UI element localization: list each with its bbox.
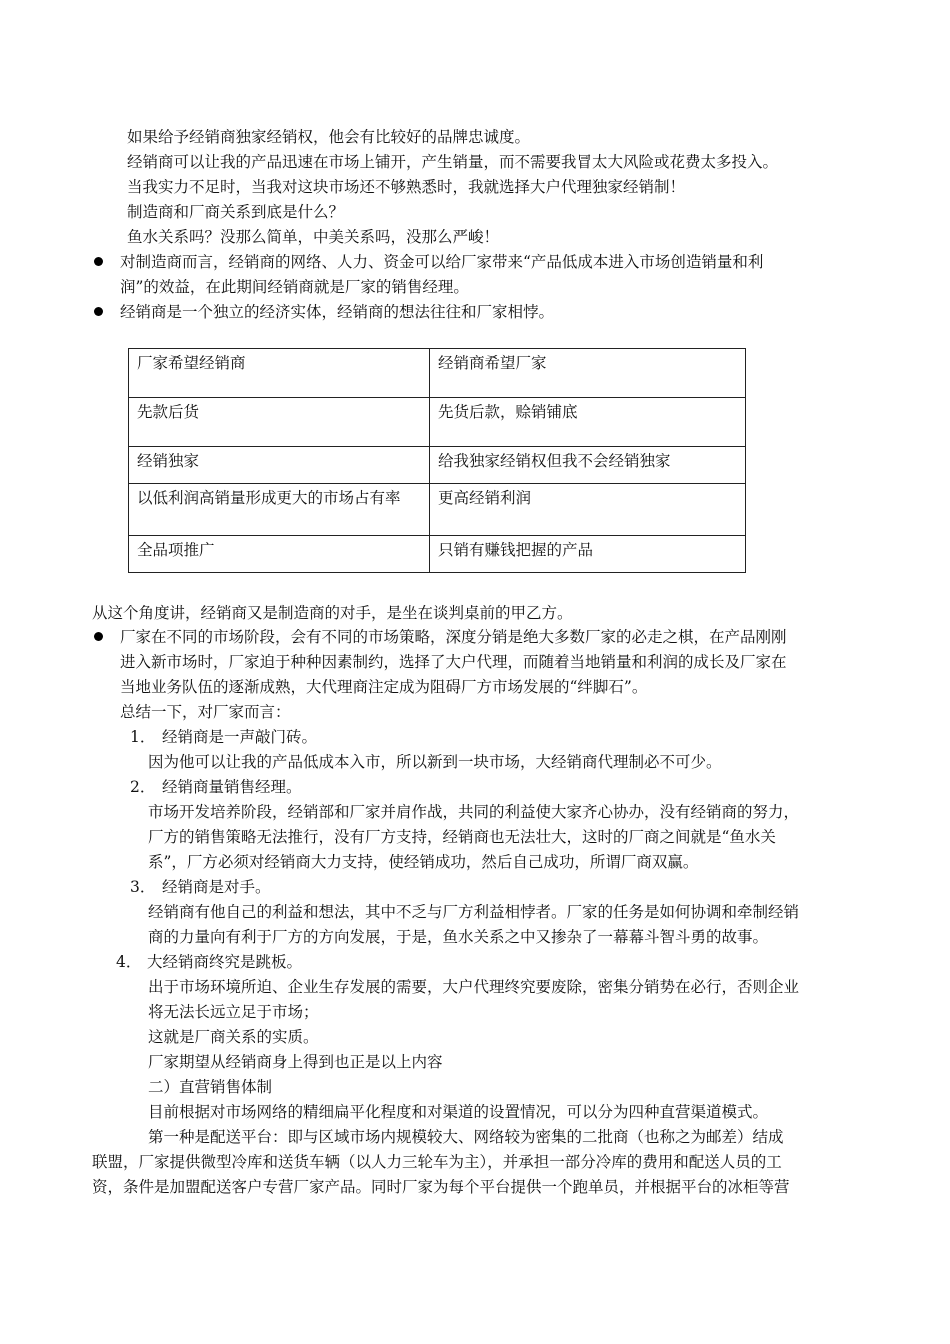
point-body-line: 因为他可以让我的产品低成本入市，所以新到一块市场，大经销商代理制必不可少。 bbox=[148, 753, 722, 771]
closing-line: 厂家期望从经销商身上得到也正是以上内容 bbox=[148, 1053, 443, 1071]
summary-line: 总结一下，对厂家而言： bbox=[120, 703, 291, 721]
point-body-line: 市场开发培养阶段，经销部和厂家并肩作战，共同的利益使大家齐心协办，没有经销商的努力， bbox=[148, 803, 800, 821]
point-body-line: 商的力量向有利于厂方的方向发展，于是，鱼水关系之中又掺杂了一幕幕斗智斗勇的故事。 bbox=[148, 928, 769, 946]
intro-line: 制造商和厂商关系到底是什么？ bbox=[127, 203, 345, 221]
table-header-row bbox=[129, 349, 746, 398]
intro-line: 当我实力不足时，当我对这块市场还不够熟悉时，我就选择大户代理独家经销制！ bbox=[127, 178, 686, 196]
closing-line: 这就是厂商关系的实质。 bbox=[148, 1028, 319, 1046]
bullet-text: 经销商是一个独立的经济实体，经销商的想法往往和厂家相悖。 bbox=[120, 303, 555, 321]
bullet-text: 进入新市场时，厂家迫于种种因素制约，选择了大户代理，而随着当地销量和利润的成长及厂家在 bbox=[120, 653, 787, 671]
table-cell: 经销商希望厂家 bbox=[430, 349, 746, 398]
point-number: 4． bbox=[116, 953, 142, 971]
point-number: 3． bbox=[130, 878, 156, 896]
paragraph-line: 资，条件是加盟配送客户专营厂家产品。同时厂家为每个平台提供一个跑单员，并根据平台的冰柜等营 bbox=[92, 1178, 790, 1196]
table-cell: 给我独家经销权但我不会经销独家 bbox=[430, 447, 746, 484]
section-title: 二）直营销售体制 bbox=[148, 1078, 273, 1096]
intro-line: 如果给予经销商独家经销权，他会有比较好的品牌忠诚度。 bbox=[127, 128, 531, 146]
table-cell: 厂家希望经销商 bbox=[129, 349, 430, 398]
point-body-line: 系”，厂方必须对经销商大力支持，使经销成功，然后自己成功，所谓厂商双赢。 bbox=[148, 853, 699, 871]
intro-line: 经销商可以让我的产品迅速在市场上铺开，产生销量，而不需要我冒太大风险或花费太多投入。 bbox=[127, 153, 779, 171]
point-body-line: 出于市场环境所迫、企业生存发展的需要，大户代理终究要废除，密集分销势在必行，否则企业 bbox=[148, 978, 800, 996]
table-cell: 先货后款，赊销铺底 bbox=[430, 398, 746, 447]
bullet-text: 厂家在不同的市场阶段，会有不同的市场策略，深度分销是绝大多数厂家的必走之棋，在产品刚刚 bbox=[120, 628, 787, 646]
bullet-dot bbox=[94, 307, 103, 316]
bullet-text: 当地业务队伍的逐渐成熟，大代理商注定成为阻碍厂方市场发展的“绊脚石”。 bbox=[120, 678, 648, 696]
intro-line: 鱼水关系吗？没那么简单，中美关系吗，没那么严峻！ bbox=[127, 228, 500, 246]
bullet-text: 对制造商而言，经销商的网络、人力、资金可以给厂家带来“产品低成本进入市场创造销量和利 bbox=[120, 253, 764, 271]
point-body-line: 经销商有他自己的利益和想法，其中不乏与厂方利益相悖者。厂家的任务是如何协调和牵制经销 bbox=[148, 903, 800, 921]
paragraph-line: 从这个角度讲，经销商又是制造商的对手，是坐在谈判桌前的甲乙方。 bbox=[92, 604, 573, 622]
table-cell: 经销独家 bbox=[129, 447, 430, 484]
paragraph-line: 第一种是配送平台：即与区域市场内规模较大、网络较为密集的二批商（也称之为邮差）结成 bbox=[148, 1128, 784, 1146]
table-cell: 全品项推广 bbox=[129, 536, 430, 573]
table-cell: 更高经销利润 bbox=[430, 484, 746, 536]
table-row bbox=[129, 484, 746, 536]
paragraph-line: 联盟，厂家提供微型冷库和送货车辆（以人力三轮车为主），并承担一部分冷库的费用和配送人员的工 bbox=[92, 1153, 782, 1171]
table-cell: 先款后货 bbox=[129, 398, 430, 447]
table-row bbox=[129, 398, 746, 447]
bullet-dot bbox=[94, 257, 103, 266]
point-title: 大经销商终究是跳板。 bbox=[147, 953, 303, 971]
bullet-dot bbox=[94, 632, 103, 641]
point-body-line: 厂方的销售策略无法推行，没有厂方支持，经销商也无法壮大，这时的厂商之间就是“鱼水关 bbox=[148, 828, 776, 846]
table-cell: 只销有赚钱把握的产品 bbox=[430, 536, 746, 573]
point-title: 经销商是对手。 bbox=[162, 878, 271, 896]
point-number: 1． bbox=[130, 728, 156, 746]
table-row bbox=[129, 447, 746, 484]
point-body-line: 将无法长远立足于市场； bbox=[148, 1003, 319, 1021]
comparison-table bbox=[128, 348, 746, 573]
bullet-text: 润”的效益，在此期间经销商就是厂家的销售经理。 bbox=[120, 278, 469, 296]
point-title: 经销商量销售经理。 bbox=[162, 778, 302, 796]
point-number: 2． bbox=[130, 778, 156, 796]
point-title: 经销商是一声敲门砖。 bbox=[162, 728, 318, 746]
table-row bbox=[129, 536, 746, 573]
table-cell: 以低利润高销量形成更大的市场占有率 bbox=[129, 484, 430, 536]
section-intro: 目前根据对市场网络的精细扁平化程度和对渠道的设置情况，可以分为四种直营渠道模式。 bbox=[148, 1103, 769, 1121]
